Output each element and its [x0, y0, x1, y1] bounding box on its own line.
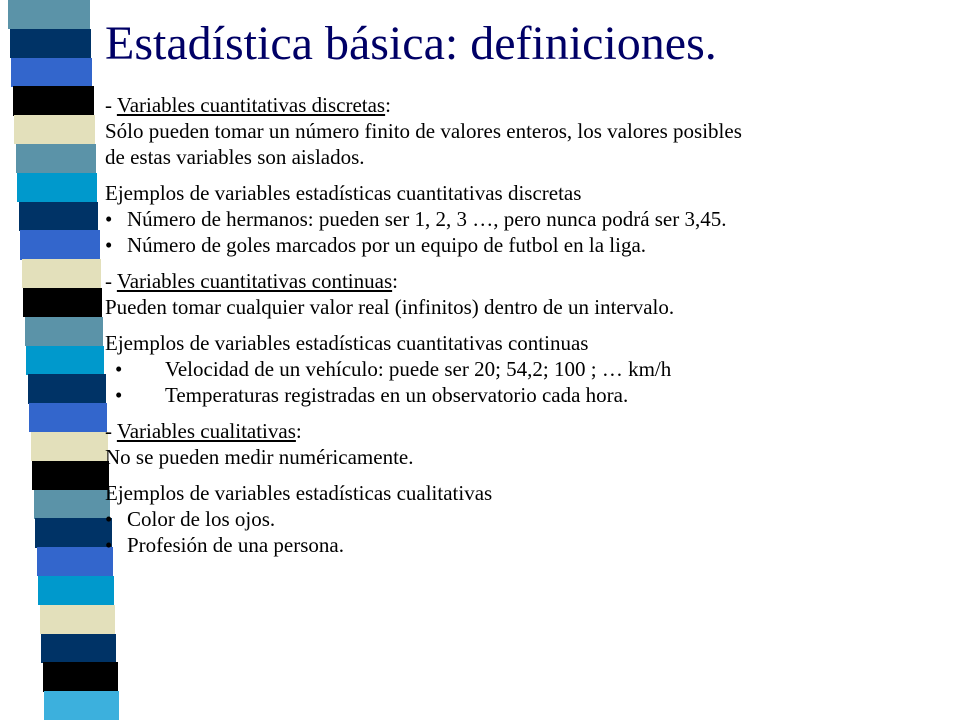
stripe-block [20, 230, 99, 259]
examples-list [105, 356, 935, 408]
stripe-block [11, 58, 92, 87]
stripe-block [16, 144, 96, 173]
stripe-block [34, 490, 111, 519]
section-description: Pueden tomar cualquier valor real (infinitos) dentro de un intervalo. [105, 295, 675, 319]
examples-title: Ejemplos de variables estadísticas cuantitativas discretas [105, 181, 582, 205]
slide-content [105, 92, 935, 568]
stripe-block [10, 29, 92, 58]
bullet-icon: • [115, 383, 123, 407]
stripe-block [40, 605, 115, 634]
stripe-block [17, 173, 97, 202]
stripe-block [38, 576, 114, 605]
examples-list [105, 506, 935, 558]
stripe-block [22, 259, 101, 288]
stripe-block [44, 691, 118, 720]
stripe-block [8, 0, 90, 29]
section-discrete-definition [105, 92, 935, 170]
stripe-block [31, 432, 108, 461]
stripe-block [26, 346, 104, 375]
section-description: Sólo pueden tomar un número finito de valores enteros, los valores posibles [105, 119, 742, 143]
stripe-block [35, 518, 111, 547]
bullet-icon: • [105, 533, 113, 557]
bullet-icon: • [105, 207, 113, 231]
examples-title: Ejemplos de variables estadísticas cualitativas [105, 481, 493, 505]
section-discrete-examples [105, 180, 935, 258]
list-item: • Número de goles marcados por un equipo de futbol en la liga. [105, 233, 647, 257]
section-description: No se pueden medir numéricamente. [105, 445, 414, 469]
stripe-block [13, 86, 94, 115]
stripe-block [23, 288, 102, 317]
stripe-block [43, 662, 118, 691]
section-heading: - Variables cualitativas: [105, 419, 302, 443]
list-item: • Temperaturas registradas en un observatorio cada hora. [105, 382, 935, 408]
section-qualitative-definition [105, 418, 935, 470]
stripe-block [14, 115, 95, 144]
list-item: • Velocidad de un vehículo: puede ser 20; 54,2; 100 ; … km/h [105, 356, 935, 382]
bullet-icon: • [105, 233, 113, 257]
page-title: Estadística básica: definiciones. [105, 17, 717, 70]
section-description: de estas variables son aislados. [105, 145, 365, 169]
bullet-icon: • [105, 507, 113, 531]
list-item: • Color de los ojos. [105, 507, 276, 531]
list-item: • Profesión de una persona. [105, 533, 344, 557]
stripe-block [25, 317, 103, 346]
section-continuous-definition [105, 268, 935, 320]
section-continuous-examples [105, 330, 935, 408]
examples-title: Ejemplos de variables estadísticas cuantitativas continuas [105, 331, 589, 355]
stripe-block [32, 461, 109, 490]
decorative-stripe [0, 0, 110, 720]
stripe-block [28, 374, 106, 403]
stripe-block [29, 403, 107, 432]
examples-list [105, 206, 935, 258]
stripe-block [19, 202, 99, 231]
stripe-block [37, 547, 113, 576]
list-item: • Número de hermanos: pueden ser 1, 2, 3 …, pero nunca podrá ser 3,45. [105, 207, 727, 231]
stripe-block [41, 634, 116, 663]
section-qualitative-examples [105, 480, 935, 558]
bullet-icon: • [115, 357, 123, 381]
section-heading: - Variables cuantitativas continuas: [105, 269, 398, 293]
section-heading: - Variables cuantitativas discretas: [105, 93, 391, 117]
